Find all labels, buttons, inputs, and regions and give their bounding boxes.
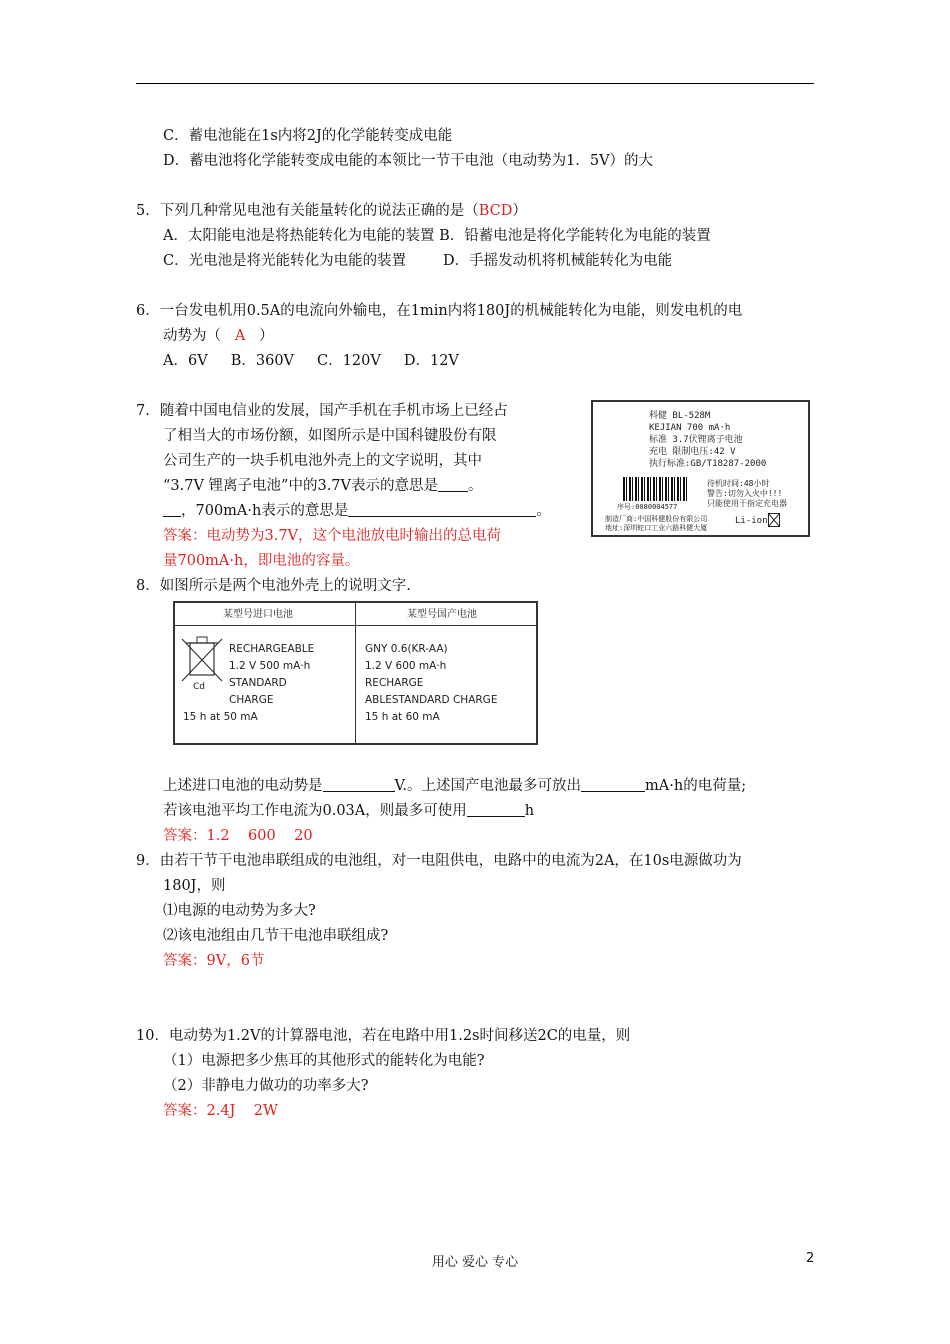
q8-question-2: 若该电池平均工作电流为0.03A，则最多可使用 h [163, 803, 535, 819]
q9-line-2: 180J，则 [163, 878, 226, 894]
q8-stem: 8．如图所示是两个电池外壳上的说明文字. [136, 578, 411, 594]
q9-part-1: ⑴电源的电动势为多大? [163, 903, 316, 919]
q5-stem: 5．下列几种常见电池有关能量转化的说法正确的是（BCD） [136, 203, 527, 219]
footer-slogan: 用心 爱心 专心 [431, 1255, 519, 1270]
q10-answer: 答案：2.4J 2W [163, 1103, 278, 1119]
q7-line-4: “3.7V 锂离子电池”中的3.7V表示的意思是 。 [163, 478, 483, 494]
q6-answer: A [234, 328, 246, 344]
q4-option-d: D．蓄电池将化学能转变成电能的本领比一节干电池（电动势为1．5V）的大 [163, 153, 654, 169]
q4-option-c: C．蓄电池能在1s内将2J的化学能转变成电能 [163, 128, 453, 144]
q7-line-1: 7．随着中国电信业的发展，国产手机在手机市场上已经占 [136, 403, 508, 419]
table-header-imported: 某型号进口电池 [223, 609, 293, 620]
barcode [623, 477, 689, 501]
recycle-bin-icon [768, 513, 780, 527]
q6-options: A．6V B．360V C．120V D．12V [163, 353, 459, 369]
q7-line-2: 了相当大的市场份额，如图所示是中国科键股份有限 [163, 428, 497, 444]
q7-answer-2: 量700mA·h，即电池的容量。 [163, 553, 360, 569]
q7-line-3: 公司生产的一块手机电池外壳上的文字说明，其中 [163, 453, 482, 469]
page-number: 2 [806, 1251, 815, 1266]
q5-answer: BCD [478, 203, 513, 219]
q7-answer-1: 答案：电动势为3.7V，这个电池放电时输出的总电荷 [163, 528, 502, 544]
q8-answer: 答案：1.2 600 20 [163, 828, 313, 844]
q10-part-1: （1）电源把多少焦耳的其他形式的能转化为电能? [163, 1053, 485, 1069]
cd-mark: Cd [193, 682, 205, 692]
q9-line-1: 9．由若干节干电池串联组成的电池组，对一电阻供电，电路中的电流为2A，在10s电源做功为 [136, 853, 742, 869]
q10-part-2: （2）非静电力做功的功率多大? [163, 1078, 369, 1094]
q6-stem: 6．一台发电机用0.5A的电流向外输电，在1min内将180J的机械能转化为电能，则发电机的电 [136, 303, 743, 319]
q5-options-ab: A．太阳能电池是将热能转化为电能的装置 B．铅蓄电池是将化学能转化为电能的装置 [163, 228, 711, 244]
q6-stem-2: 动势为（ A ） [163, 328, 274, 344]
q8-question-1: 上述进口电池的电动势是 V.。上述国产电池最多可放出 mA·h的电荷量; [163, 778, 747, 794]
q5-options-cd: C．光电池是将光能转化为电能的装置 D．手摇发动机将机械能转化为电能 [163, 253, 673, 269]
q7-line-5: ，700mA·h表示的意思是 。 [163, 501, 551, 521]
q9-part-2: ⑵该电池组由几节干电池串联组成? [163, 928, 389, 944]
q10-line-1: 10．电动势为1.2V的计算器电池，若在电路中用1.2s时间移送2C的电量，则 [136, 1028, 631, 1044]
table-header-domestic: 某型号国产电池 [407, 609, 477, 620]
battery-comparison-table: 某型号进口电池 某型号国产电池 Cd RECHARGEABLE 1.2 V 500 mA·h STANDARD CHARGE 15 h at 50 mA GNY 0.6(KR-AA) 1.2 V 600 mA·h RECHARGE ABLESTANDARD CHARGE 15 h at 60 mA [173, 601, 538, 745]
crossed-bin-icon [180, 633, 226, 685]
battery-label-image: 科健 BL-528M KEJIAN 700 mA·h 标准 3.7伏锂离子电池 充电 限制电压:42 V 执行标准:GB/T18287-2000 待机时间:48小时 警告:切勿入火中!!! 只能使用于指定充电器 序号:0080004577 制造厂商:中国科健股份有限公司 地址:深圳蛇口工业六路科健大厦 Li-ion [591, 400, 810, 537]
q9-answer: 答案：9V，6节 [163, 953, 265, 969]
header-rule [136, 83, 814, 84]
